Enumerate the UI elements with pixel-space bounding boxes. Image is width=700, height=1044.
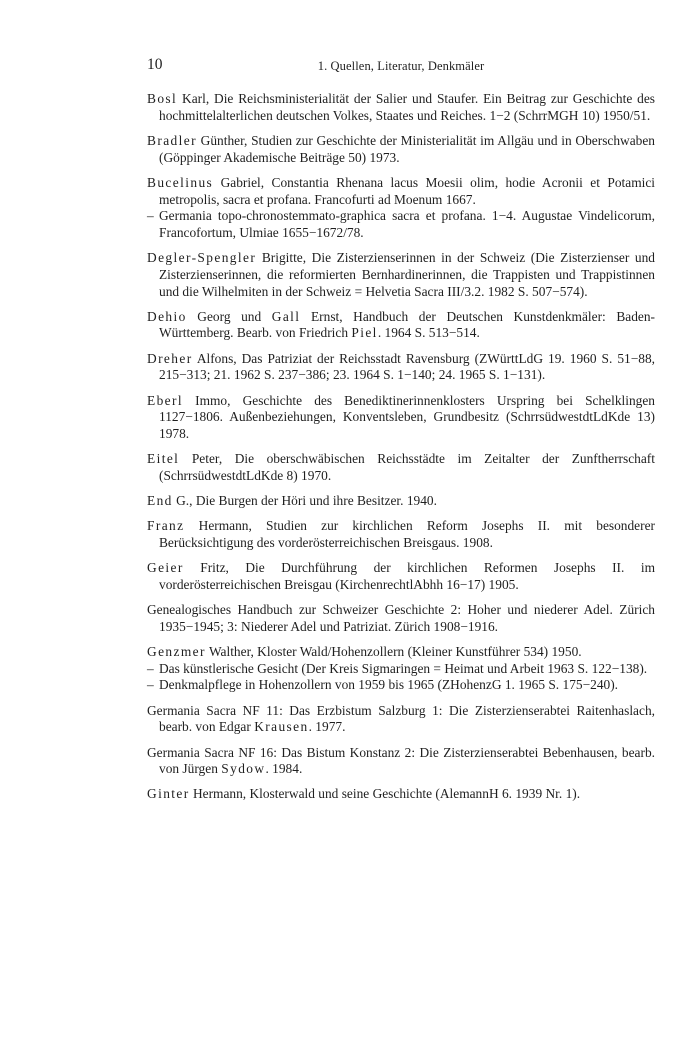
entry-text: Georg und	[186, 308, 272, 324]
sub-entry	[147, 677, 655, 694]
entry-text: Germania Sacra NF 16: Das Bistum Konstanz 2: Die Zisterzienserabtei Bebenhausen, bearb. von Jürgen	[147, 744, 655, 777]
entry-author: Geier	[147, 560, 184, 576]
dash-marker: –	[147, 660, 154, 676]
bibliography-entry	[147, 91, 655, 124]
entry-author: Bucelinus	[147, 174, 214, 190]
entry-text: Peter, Die oberschwäbischen Reichsstädte im Zeitalter der Zunftherrschaft (SchrrsüdwestdtLdKde 8) 1970.	[159, 451, 655, 483]
entry-text: Brigitte, Die Zisterzienserinnen in der Schweiz (Die Zisterzienser und Zisterzienserinnen, die reformierten Bernhardinerinnen, die Trappisten und Trappistinnen und die Wilhelmiten in der Schweiz = Helvetia Sacra III/3.2. 1982 S. 507−574).	[159, 250, 655, 299]
entry-text: Alfons, Das Patriziat der Reichsstadt Ravensburg (ZWürttLdG 19. 1960 S. 51−88, 215−313; 21. 1962 S. 237−386; 23. 1964 S. 1−140; 24. 1965 S. 1−131).	[159, 350, 655, 383]
page-number: 10	[147, 56, 163, 73]
page-header	[147, 56, 655, 78]
entry-text: Ernst, Handbuch der Deutschen Kunstdenkmäler: Baden-Württemberg. Bearb. von Friedrich	[159, 308, 655, 341]
entry-text: Walther, Kloster Wald/Hohenzollern (Kleiner Kunstführer 534) 1950.	[205, 643, 582, 659]
entry-author: Eitel	[147, 451, 180, 467]
entry-author: Dehio	[147, 308, 187, 324]
bibliography-entry	[147, 250, 655, 300]
entry-text: Das künstlerische Gesicht (Der Kreis Sigmaringen = Heimat und Arbeit 1963 S. 122−138).	[159, 660, 648, 676]
bibliography-entry	[147, 560, 655, 593]
entry-text: Günther, Studien zur Geschichte der Ministerialität im Allgäu und in Oberschwaben (Göppinger Akademische Beiträge 50) 1973.	[159, 132, 655, 165]
entry-author: Piel	[351, 325, 378, 341]
entry-text: Karl, Die Reichsministerialität der Salier und Staufer. Ein Beitrag zur Geschichte des hochmittelalterlichen deutschen Volkes, Staates und Reiches. 1−2 (SchrrMGH 10) 1950/51.	[159, 91, 655, 123]
entry-text: Germania Sacra NF 11: Das Erzbistum Salzburg 1: Die Zisterzienserabtei Raitenhaslach, bearb. von Edgar	[147, 702, 655, 735]
entry-author: Genzmer	[147, 643, 206, 659]
bibliography-entry	[147, 133, 655, 166]
bibliography-entry	[147, 493, 655, 510]
entry-author: Eberl	[147, 392, 183, 408]
entry-author: Sydow	[221, 761, 266, 777]
entry-author: Franz	[147, 518, 185, 534]
entry-text: Fritz, Die Durchführung der kirchlichen Reformen Josephs II. im vorderösterreichischen Breisgau (KirchenrechtlAbhh 16−17) 1905.	[159, 560, 655, 592]
bibliography-entry	[147, 786, 655, 803]
entry-text: G., Die Burgen der Höri und ihre Besitzer. 1940.	[172, 493, 437, 509]
entry-author: End	[147, 493, 173, 509]
bibliography-entry	[147, 518, 655, 551]
entry-text: Hermann, Klosterwald und seine Geschichte (AlemannH 6. 1939 Nr. 1).	[189, 786, 581, 802]
bibliography-entry	[147, 351, 655, 384]
bibliography-entry	[147, 175, 655, 242]
sub-entry	[147, 208, 655, 241]
entry-author: Bradler	[147, 132, 197, 148]
bibliography-entry	[147, 703, 655, 736]
dash-marker: –	[147, 208, 154, 224]
entry-text: Genealogisches Handbuch zur Schweizer Geschichte 2: Hoher und niederer Adel. Zürich 1935−1945; 3: Niederer Adel und Patriziat. Zürich 1908−1916.	[147, 602, 655, 634]
bibliography-list	[147, 91, 655, 812]
entry-text: Denkmalpflege in Hohenzollern von 1959 bis 1965 (ZHohenzG 1. 1965 S. 175−240).	[159, 677, 619, 693]
entry-author: Ginter	[147, 786, 190, 802]
bibliography-entry	[147, 745, 655, 778]
entry-text: Immo, Geschichte des Benediktinerinnenklosters Urspring bei Schelklingen 1127−1806. Außenbeziehungen, Konventsleben, Grundbesitz (SchrrsüdwestdtLdKde 13) 1978.	[159, 392, 655, 441]
entry-text: . 1977.	[308, 719, 346, 735]
sub-entry	[147, 661, 655, 678]
entry-text: Hermann, Studien zur kirchlichen Reform Josephs II. mit besonderer Berücksichtigung des vorderösterreichischen Breisgaus. 1908.	[159, 518, 655, 550]
bibliography-entry	[147, 451, 655, 484]
bibliography-entry	[147, 602, 655, 635]
entry-text: . 1984.	[265, 761, 303, 777]
bibliography-entry	[147, 393, 655, 443]
entry-text: Gabriel, Constantia Rhenana lacus Moesii olim, hodie Acronii et Potamici metropolis, sacra et profana. Francofurti ad Moenum 1667.	[159, 174, 655, 207]
bibliography-entry	[147, 644, 655, 694]
entry-text: Germania topo-chronostemmato-graphica sacra et profana. 1−4. Augustae Vindelicorum, Francofortum, Ulmiae 1655−1672/78.	[159, 208, 655, 240]
bibliography-entry	[147, 309, 655, 342]
entry-author: Gall	[271, 308, 301, 324]
entry-author: Bosl	[147, 91, 178, 106]
dash-marker: –	[147, 677, 154, 693]
running-title: 1. Quellen, Literatur, Denkmäler	[317, 59, 485, 73]
entry-author: Dreher	[147, 350, 193, 366]
entry-author: Degler-Spengler	[147, 250, 257, 266]
entry-text: . 1964 S. 513−514.	[377, 325, 480, 341]
entry-author: Krausen	[254, 719, 309, 735]
